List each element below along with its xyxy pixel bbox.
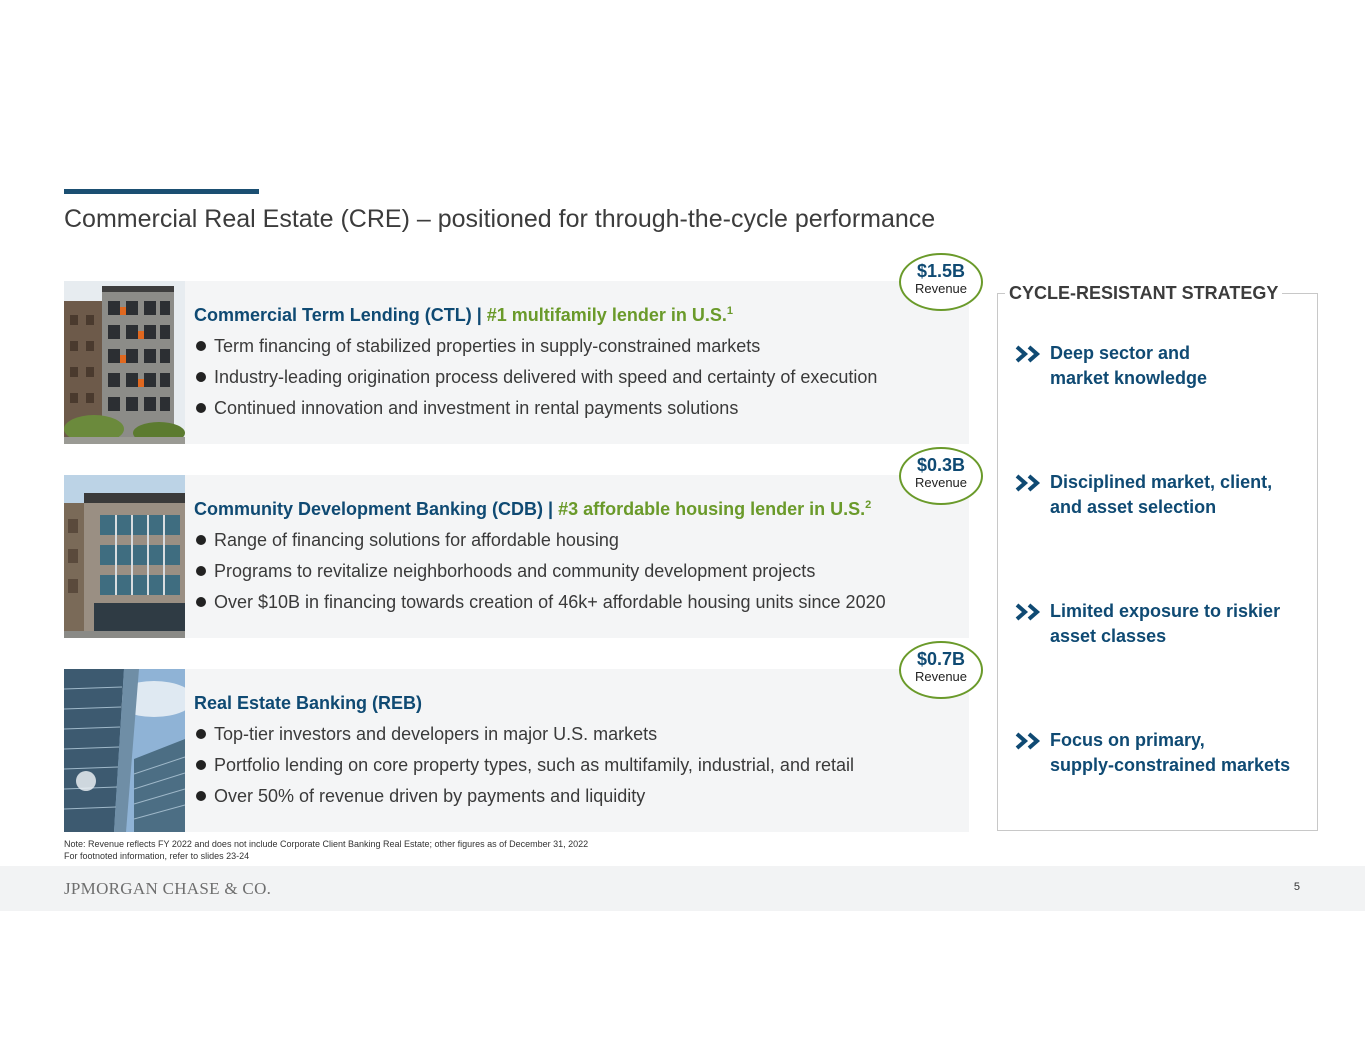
double-chevron-icon <box>1015 603 1043 626</box>
page-number: 5 <box>1293 881 1300 893</box>
reb-content <box>194 693 959 815</box>
cdb-building-photo <box>64 475 185 638</box>
double-chevron-icon <box>1015 732 1043 755</box>
list-item: Range of financing solutions for affordable housing <box>194 528 959 559</box>
ctl-revenue-badge: $1.5B Revenue <box>899 253 983 311</box>
ctl-building-photo <box>64 281 185 444</box>
double-chevron-icon <box>1015 345 1043 368</box>
cdb-heading: Community Development Banking (CDB) | #3 affordable housing lender in U.S.$^2$ <box>194 499 872 519</box>
list-item: Portfolio lending on core property types, such as multifamily, industrial, and retail <box>194 753 959 784</box>
footer-bar <box>0 866 1365 911</box>
list-item: Over $10B in financing towards creation of 46k+ affordable housing units since 2020 <box>194 590 959 621</box>
footnote: Note: Revenue reflects FY 2022 and does not include Corporate Client Banking Real Estate; other figures as of December 31, 2022 For footnoted information, refer to slides 23-24 <box>64 839 589 861</box>
reb-building-photo <box>64 669 185 832</box>
section-ctl <box>64 281 969 444</box>
cdb-content <box>194 499 959 621</box>
cdb-bullets <box>194 528 959 621</box>
reb-bullets <box>194 722 959 815</box>
ctl-heading: Commercial Term Lending (CTL) | #1 multifamily lender in U.S.$^1$ <box>194 305 733 325</box>
list-item: Term financing of stabilized properties in supply-constrained markets <box>194 334 959 365</box>
list-item: Industry-leading origination process delivered with speed and certainty of execution <box>194 365 959 396</box>
list-item: Programs to revitalize neighborhoods and community development projects <box>194 559 959 590</box>
jpmorgan-logo: JPMORGAN CHASE & CO. <box>64 879 272 898</box>
page-title: Commercial Real Estate (CRE) – positioned for through-the-cycle performance <box>64 205 936 233</box>
reb-revenue-badge: $0.7B Revenue <box>899 641 983 699</box>
title-accent-bar <box>64 189 259 194</box>
section-cdb <box>64 475 969 638</box>
ctl-content <box>194 305 959 427</box>
ctl-bullets <box>194 334 959 427</box>
section-reb <box>64 669 969 832</box>
cdb-revenue-badge: $0.3B Revenue <box>899 447 983 505</box>
double-chevron-icon <box>1015 474 1043 497</box>
list-item: Continued innovation and investment in rental payments solutions <box>194 396 959 427</box>
reb-heading: Real Estate Banking (REB) <box>194 693 423 713</box>
list-item: Top-tier investors and developers in major U.S. markets <box>194 722 959 753</box>
list-item: Over 50% of revenue driven by payments and liquidity <box>194 784 959 815</box>
strategy-title: CYCLE-RESISTANT STRATEGY <box>1005 283 1282 304</box>
